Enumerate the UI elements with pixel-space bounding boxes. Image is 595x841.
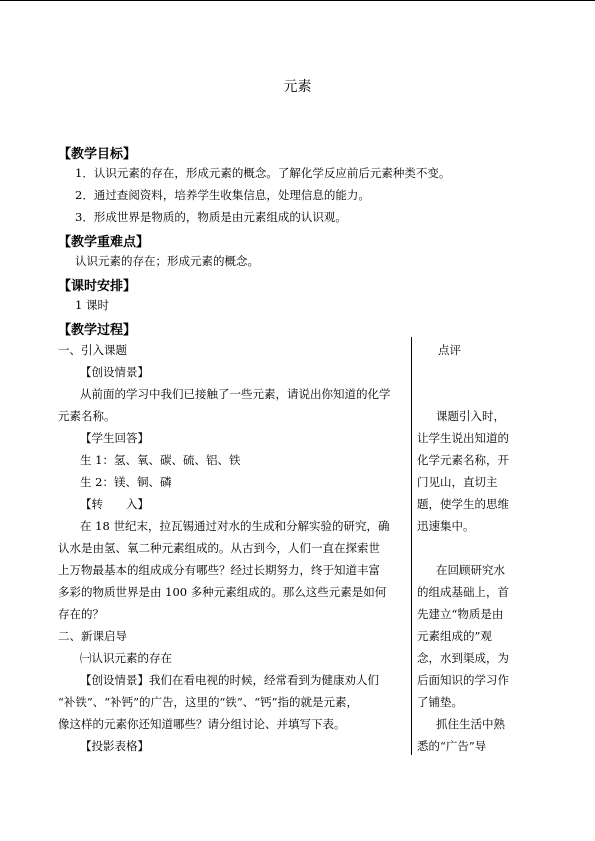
- comment-line: 悉的“广告”导: [417, 739, 487, 753]
- process-line: 上万物最基本的组成成分有哪些？经过长期努力，终于知道丰富: [58, 563, 380, 577]
- process-line: 像这样的元素你还知道哪些？请分组讨论、并填写下表。: [58, 717, 346, 731]
- comment-line: 抓住生活中熟: [436, 717, 505, 731]
- comment-line: 迅速集中。: [417, 519, 475, 533]
- comment-line: 课题引入时，: [436, 409, 505, 423]
- process-line: 元素名称。: [58, 409, 116, 423]
- key-points-text: 认识元素的存在；形成元素的概念。: [75, 254, 259, 268]
- process-line: 从前面的学习中我们已接触了一些元素，请说出你知道的化学: [80, 387, 391, 401]
- comment-line: 元素组成的”观: [417, 629, 492, 643]
- heading-process: 【教学过程】: [58, 323, 137, 338]
- comment-line: 门见山，直切主: [417, 475, 498, 489]
- process-line: 存在的？: [58, 607, 104, 621]
- process-line: “补铁”、“补钙”的广告，这里的“铁”、“钙”指的就是元素，: [58, 695, 359, 709]
- heading-schedule: 【课时安排】: [58, 279, 137, 294]
- comment-line: 先建立“物质是由: [417, 607, 504, 621]
- process-line: 认水是由氢、氧二种元素组成的。从古到今，人们一直在探索世: [58, 541, 380, 555]
- comment-line: 念，水到渠成，为: [417, 651, 509, 665]
- process-line: 【创设情景】: [80, 365, 149, 379]
- goal-item-3: 3．形成世界是物质的，物质是由元素组成的认识观。: [75, 210, 347, 224]
- column-divider: [411, 337, 412, 755]
- process-line: ㈠认识元素的存在: [80, 651, 172, 665]
- goal-item-1: 1．认识元素的存在，形成元素的概念。了解化学反应前后元素种类不变。: [75, 166, 451, 180]
- process-line: 【投影表格】: [80, 739, 149, 753]
- process-line: 【转 入】: [80, 497, 149, 511]
- comment-line: 让学生说出知道的: [417, 431, 509, 445]
- comment-line: 题，使学生的思维: [417, 497, 509, 511]
- top-rule: [0, 0, 595, 1]
- heading-key-points: 【教学重难点】: [58, 235, 150, 250]
- comment-line: 的组成基础上，首: [417, 585, 509, 599]
- heading-goals: 【教学目标】: [58, 147, 137, 162]
- page-title: 元素: [283, 79, 312, 95]
- process-line: 一、引入课题: [58, 343, 127, 357]
- comment-line: 化学元素名称，开: [417, 453, 509, 467]
- comment-line: 后面知识的学习作: [417, 673, 509, 687]
- process-line: 二、新课启导: [58, 629, 127, 643]
- process-line: 在 18 世纪末，拉瓦锡通过对水的生成和分解实验的研究，确: [80, 519, 390, 533]
- process-line: 多彩的物质世界是由 100 多种元素组成的。那么这些元素是如何: [58, 585, 387, 599]
- comment-line: 在回顾研究水: [436, 563, 505, 577]
- process-line: 生 1：氢、氧、碳、硫、铝、铁: [80, 453, 241, 467]
- comment-line: 了铺垫。: [417, 695, 463, 709]
- process-line: 【创设情景】我们在看电视的时候，经常看到为健康劝人们: [80, 673, 379, 687]
- goal-item-2: 2．通过查阅资料，培养学生收集信息，处理信息的能力。: [75, 188, 370, 202]
- process-line: 生 2：镁、铜、磷: [80, 475, 172, 489]
- schedule-text: 1 课时: [75, 298, 109, 312]
- process-line: 【学生回答】: [80, 431, 149, 445]
- comments-header: 点评: [438, 343, 461, 357]
